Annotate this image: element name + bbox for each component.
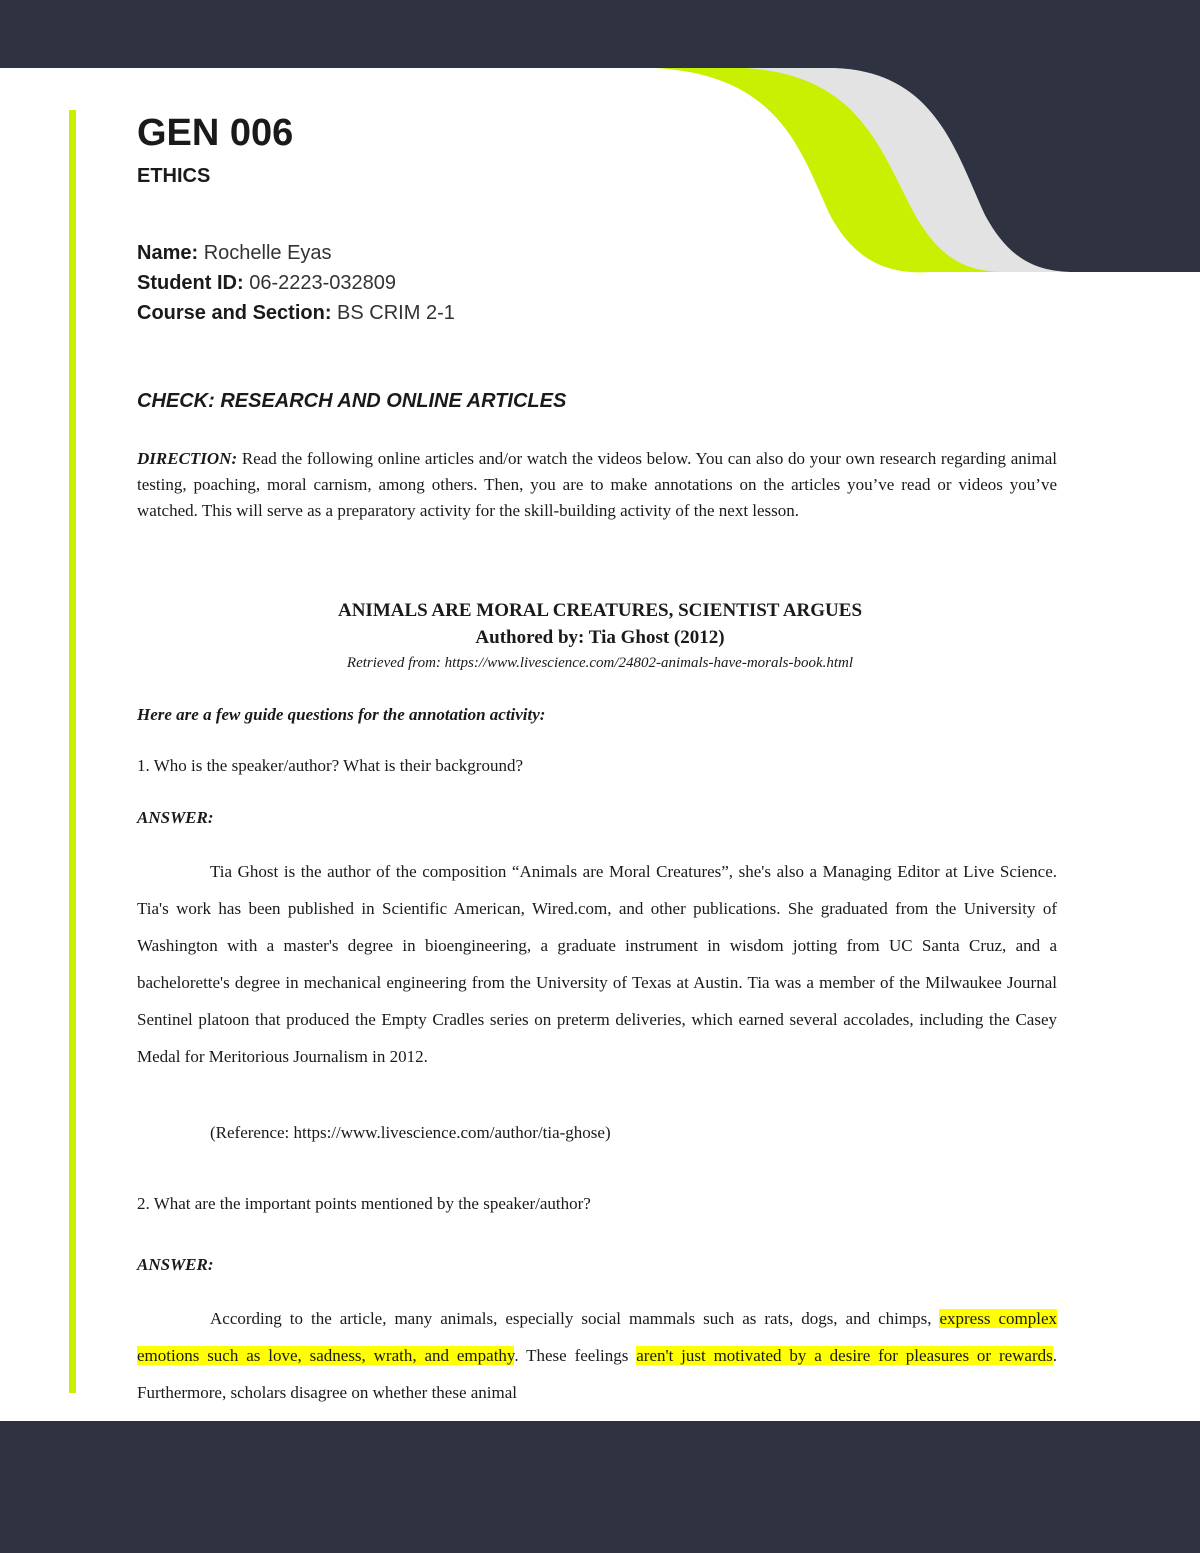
answer-2-part3: . Furthermore, scholars disagree on whether these animal <box>137 1346 1057 1402</box>
highlight-2: aren't just motivated by a desire for pleasures or rewards <box>636 1346 1053 1365</box>
answer-2-text <box>137 1300 1057 1411</box>
answer-2-label: ANSWER: <box>137 1255 214 1274</box>
footer-band <box>0 1421 1200 1553</box>
question-1: 1. Who is the speaker/author? What is their background? <box>137 756 524 775</box>
answer-2-part1: According to the article, many animals, especially social mammals such as rats, dogs, and chimps, <box>210 1309 932 1328</box>
direction-paragraph <box>137 446 1057 524</box>
name-value: Rochelle Eyas <box>203 242 332 264</box>
accent-bar <box>69 110 76 1393</box>
check-title: CHECK: RESEARCH AND ONLINE ARTICLES <box>137 390 567 412</box>
course-section-row <box>137 302 455 325</box>
highlight-1: express complex emotions such as love, sadness, wrath, and empathy <box>137 1309 1057 1365</box>
direction-text: Read the following online articles and/or watch the videos below. You can also do your own research regarding animal testing, poaching, moral carnism, among others. Then, you are to make annotations on the articles you’ve read or videos you’ve watched. This will serve as a preparatory activity for the skill-building activity of the next lesson. <box>137 449 1057 520</box>
article-author: Authored by: Tia Ghost (2012) <box>475 627 725 648</box>
student-id-row <box>137 272 396 295</box>
student-name-row <box>137 242 332 265</box>
answer-1-text <box>137 853 1057 1075</box>
student-id-label: Student ID: <box>137 272 244 294</box>
article-source: Retrieved from: https://www.livescience.com/24802-animals-have-morals-book.html <box>346 655 854 671</box>
guide-heading: Here are a few guide questions for the annotation activity: <box>137 705 546 724</box>
direction-label: DIRECTION: <box>137 449 238 468</box>
question-2: 2. What are the important points mentioned by the speaker/author? <box>137 1194 591 1213</box>
course-section-value: BS CRIM 2-1 <box>337 302 455 324</box>
student-id-value: 06-2223-032809 <box>249 272 397 294</box>
name-label: Name: <box>137 242 199 264</box>
course-section-label: Course and Section: <box>137 302 332 324</box>
answer-1-label: ANSWER: <box>137 808 214 827</box>
course-code: GEN 006 <box>137 112 294 154</box>
answer-2-part2: . These feelings <box>514 1346 629 1365</box>
answer-1-reference: (Reference: https://www.livescience.com/author/tia-ghose) <box>210 1123 611 1142</box>
answer-1-body: Tia Ghost is the author of the composition “Animals are Moral Creatures”, she's also a Managing Editor at Live Science. Tia's work has been published in Scientific American, Wired.com, and other publications. She graduated from the University of Washington with a master's degree in bioengineering, a graduate instrument in wisdom jotting from UC Santa Cruz, and a bachelorette's degree in mechanical engineering from the University of Texas at Austin. Tia was a member of the Milwaukee Journal Sentinel platoon that produced the Empty Cradles series on preterm deliveries, which earned several accolades, including the Casey Medal for Meritorious Journalism in 2012. <box>137 862 1057 1066</box>
course-name: ETHICS <box>137 165 211 187</box>
article-title: ANIMALS ARE MORAL CREATURES, SCIENTIST ARGUES <box>337 600 863 621</box>
